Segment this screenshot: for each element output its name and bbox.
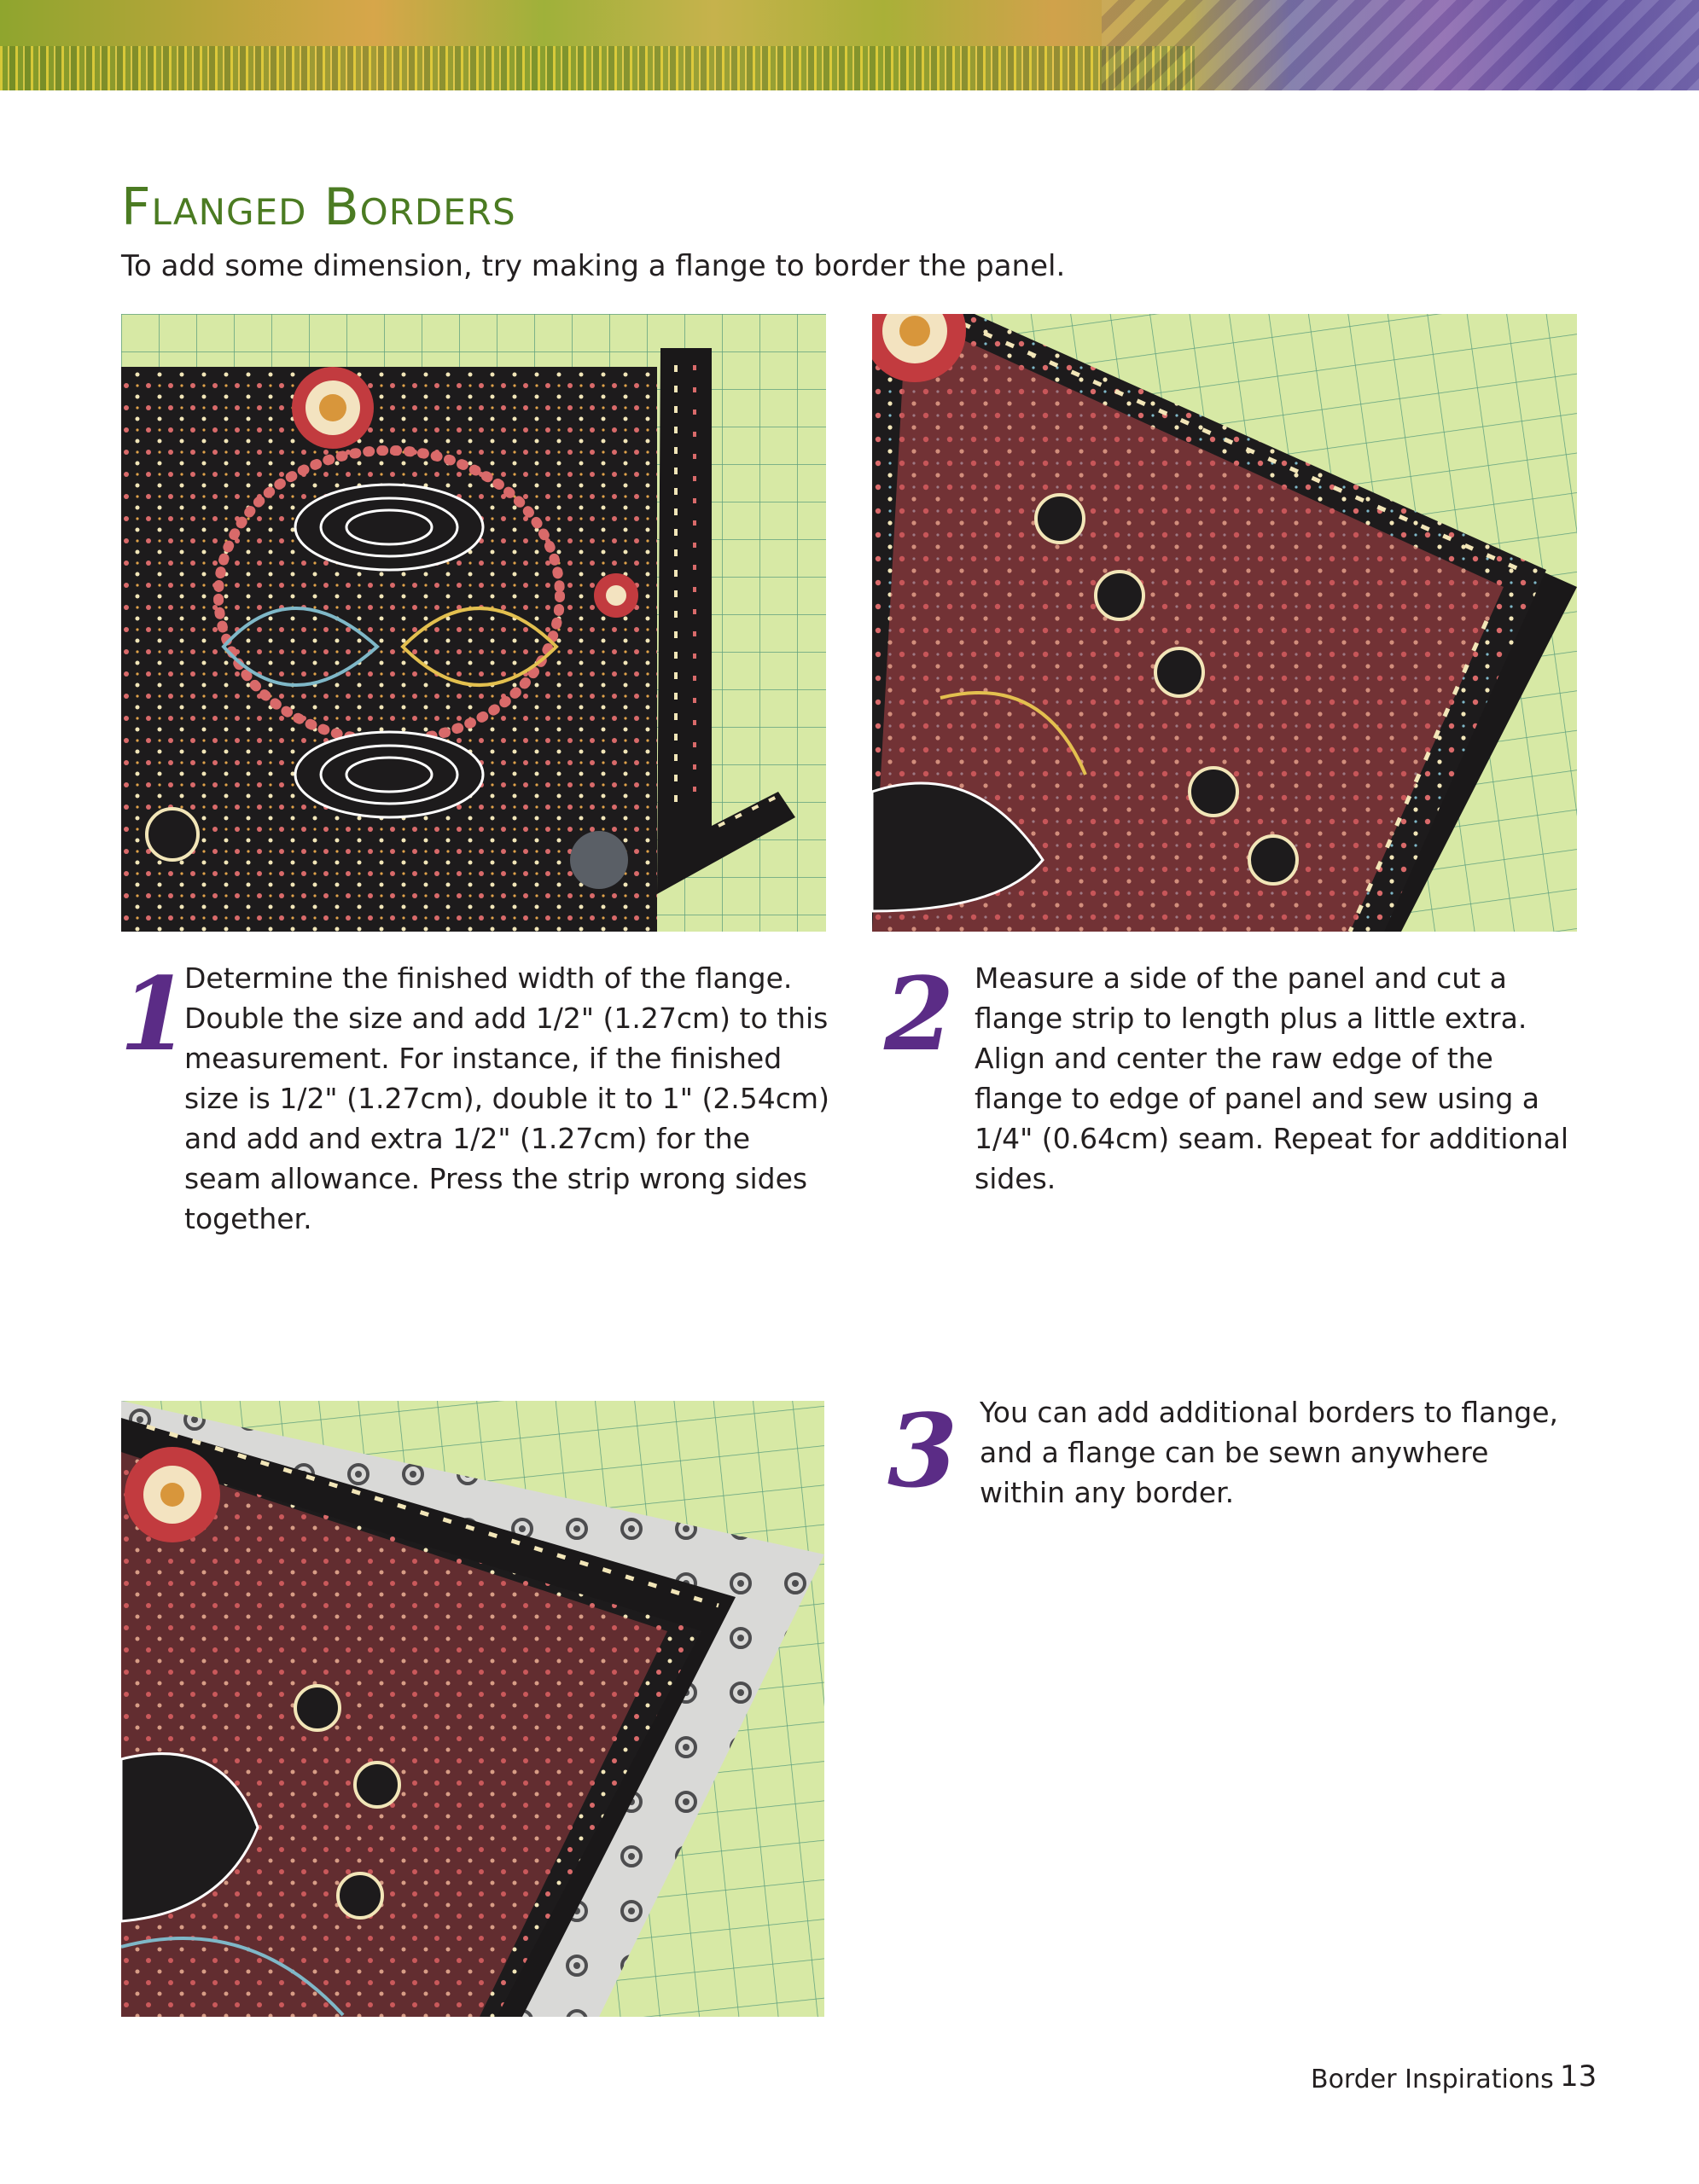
photo-step-1	[121, 314, 826, 932]
decorative-banner	[0, 0, 1699, 90]
intro-text: To add some dimension, try making a flange to border the panel.	[121, 249, 1066, 283]
banner-purple-swatch	[1102, 0, 1699, 90]
step-text-1: Determine the finished width of the flange. Double the size and add 1/2" (1.27cm) to this measurement. For instance, if the finished size is 1/2" (1.27cm), double it to 1" (2.54cm) and add and extra 1/2" (1.27cm) for the seam allowance. Press the strip wrong sides together.	[184, 961, 829, 1235]
photo-step-2	[872, 314, 1577, 932]
page-number: 13	[1560, 2059, 1597, 2094]
photo-step-3	[121, 1401, 824, 2017]
step-text-2: Measure a side of the panel and cut a flange strip to length plus a little extra. Align and center the raw edge of the flange to edge of panel and sew using a 1/4" (0.64cm) seam. Repeat for additional sides.	[975, 961, 1569, 1195]
footer-section-label: Border Inspirations	[1311, 2065, 1554, 2094]
step-text-3: You can add additional borders to flange, and a flange can be sewn anywhere within any border.	[980, 1396, 1559, 1509]
banner-grass-texture	[0, 46, 1195, 90]
step-number-2: 2	[884, 955, 955, 1073]
step-number-3: 3	[887, 1391, 958, 1510]
step-number-1: 1	[119, 955, 190, 1073]
page-title: Flanged Borders	[121, 177, 516, 237]
